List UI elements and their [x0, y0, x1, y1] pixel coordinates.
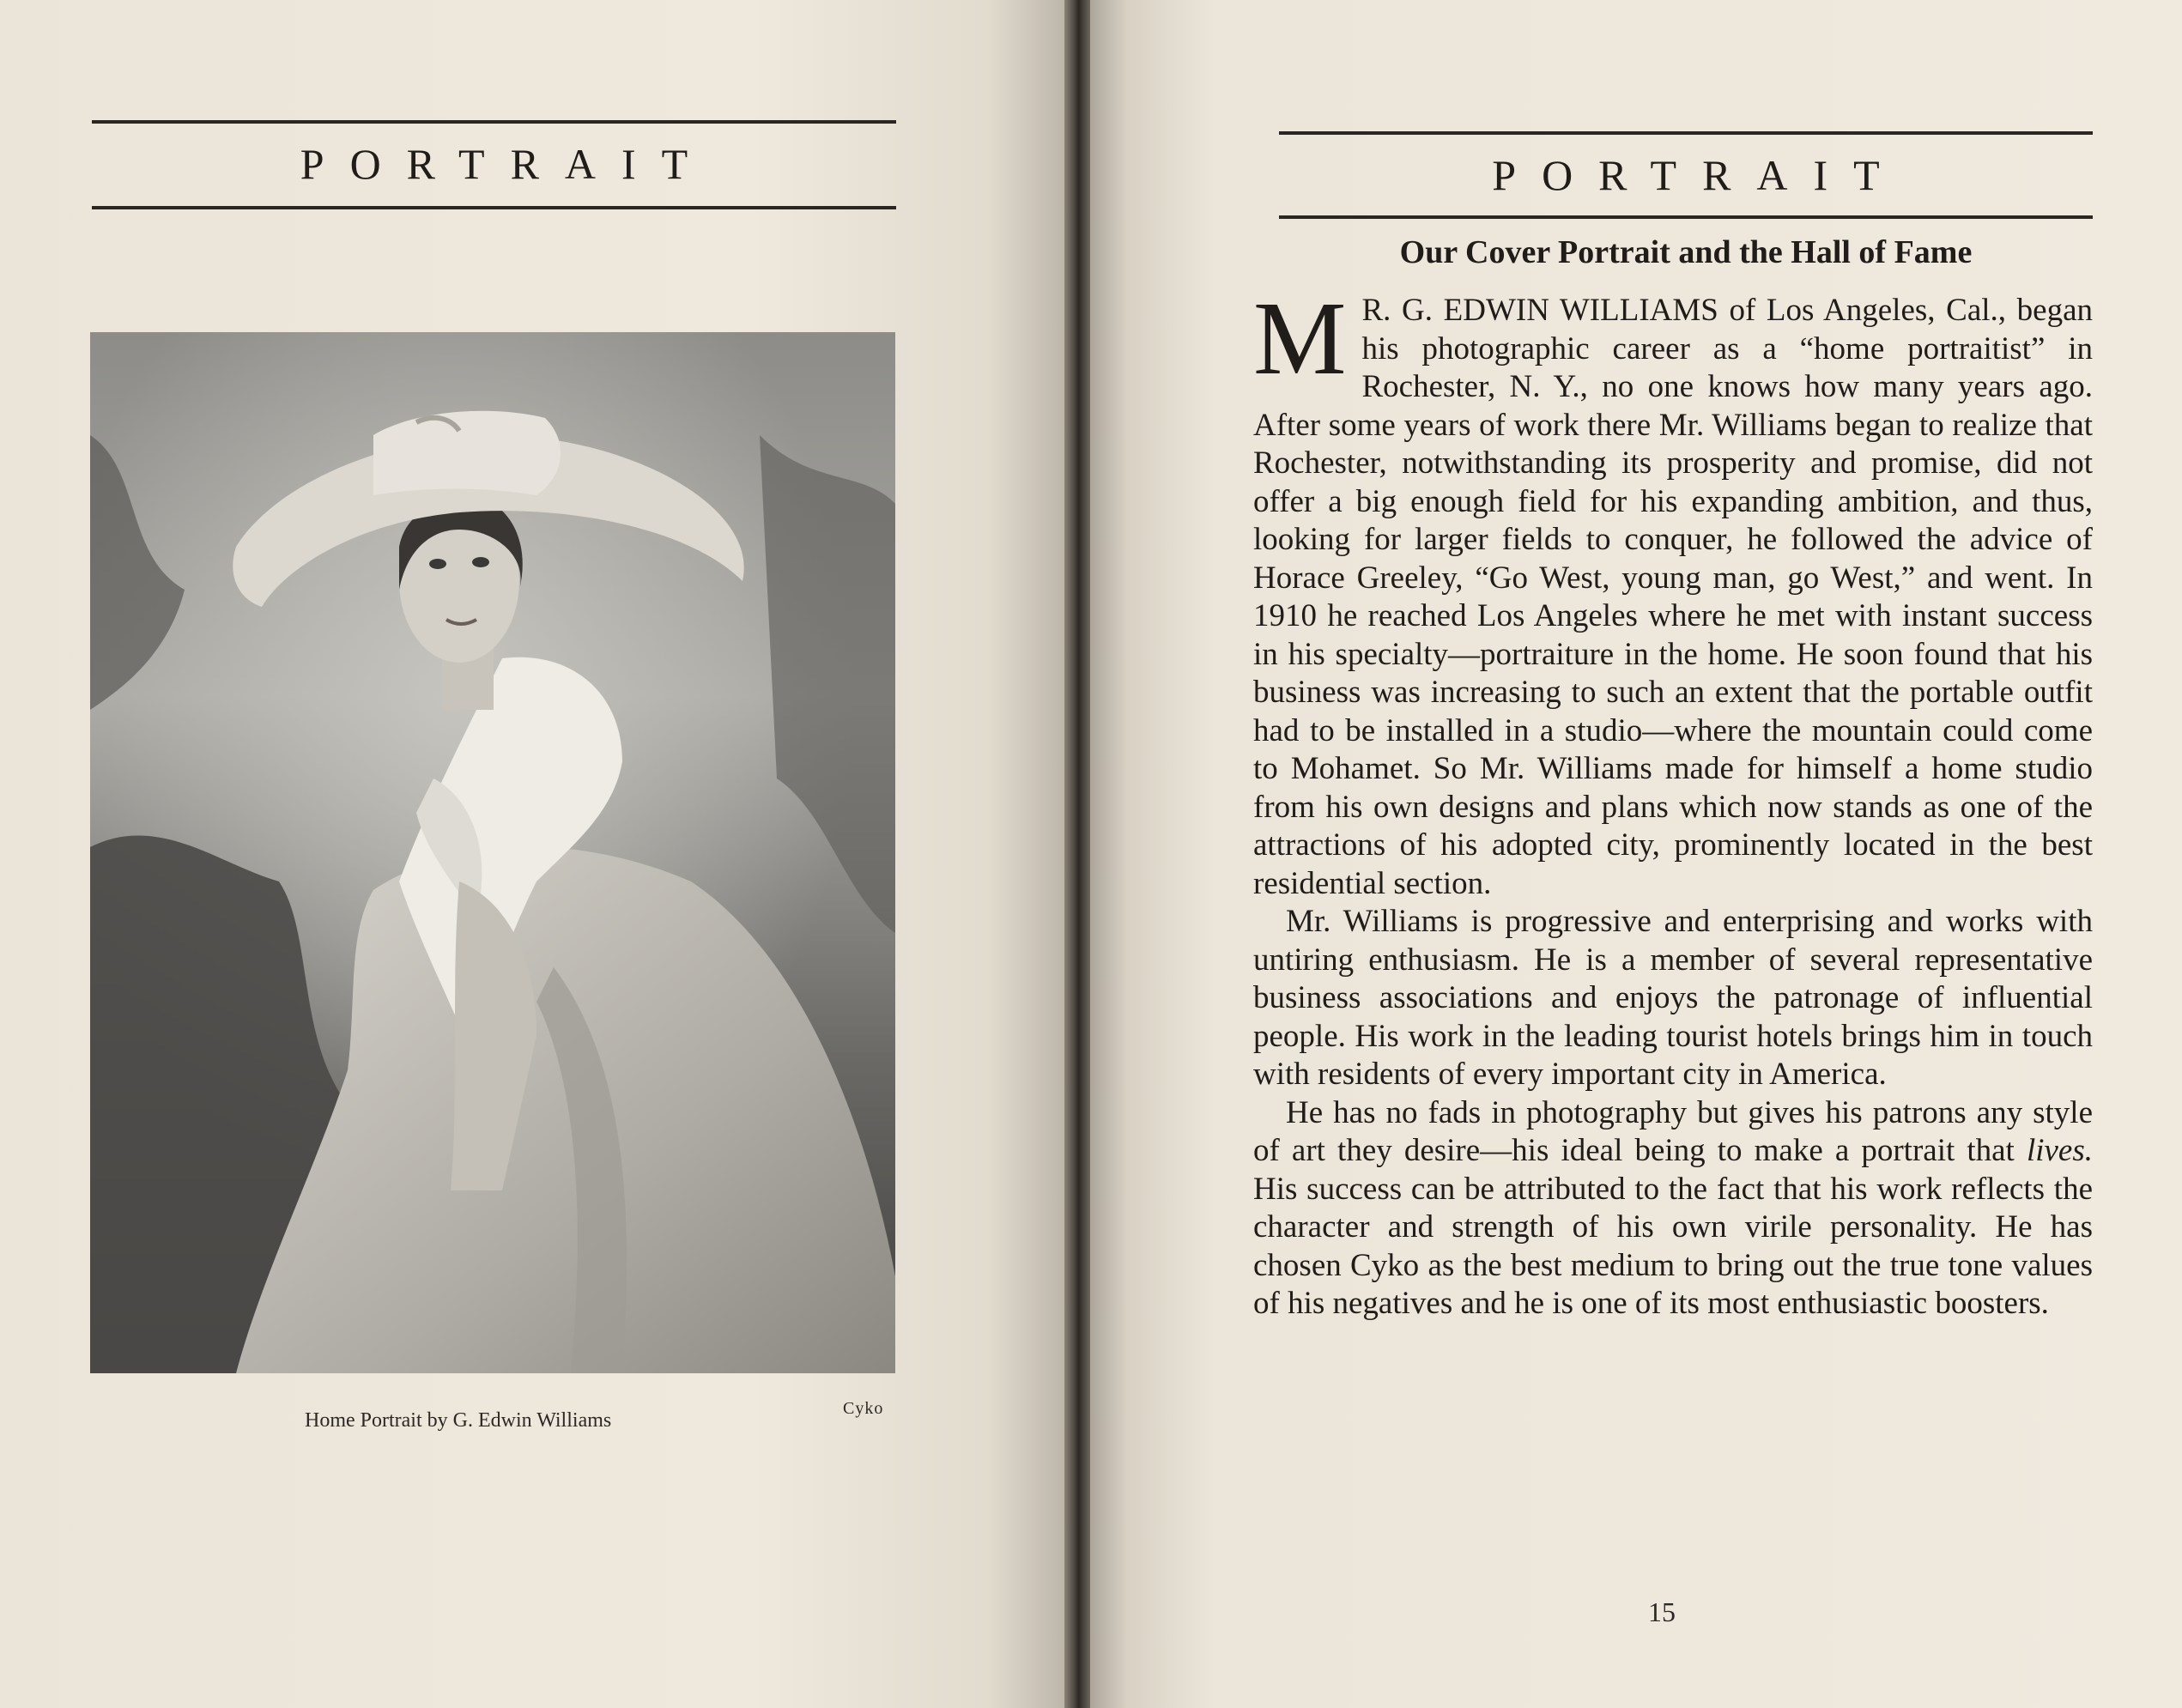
rule-top	[92, 120, 896, 124]
article-heading: Our Cover Portrait and the Hall of Fame	[1399, 234, 1973, 270]
brand-name: Cyko	[1350, 1247, 1420, 1283]
running-head-text: PORTRAIT	[300, 140, 714, 188]
portrait-photo-icon	[90, 332, 895, 1373]
running-head-right	[1279, 131, 2093, 219]
rule-bottom	[92, 206, 896, 209]
paragraph-3-emphasis: lives.	[2026, 1133, 2093, 1168]
book-gutter	[1064, 0, 1090, 1708]
rule-bottom	[1279, 215, 2093, 219]
drop-cap: M	[1253, 281, 1347, 397]
paragraph-1-text: R. G. EDWIN WILLIAMS of Los Angeles, Cal., began his photographic career as a “home portraitist” in Rochester, N. Y., no one knows how many years ago. After some years of work there Mr. Williams began to realize that Rochester, notwithstanding its prosperity and promise, did not offer a big enough field for his expanding ambition, and thus, looking for larger fields to conquer, he followed the advice of Horace Greeley, “Go West, young man, go West,” and went. In 1910 he reached Los Angeles where he met with instant success in his specialty—portraiture in the home. He soon found that his business was increasing to such an extent that the portable outfit had to be installed in a studio—where the mountain could come to Mohamet. So Mr. Williams made for himself a home studio from his own designs and plans which now stands as one of the attractions of his adopted city, prominently located in the best residential section.	[1253, 293, 2093, 901]
left-page	[0, 0, 1073, 1708]
paragraph-1	[1253, 281, 2093, 903]
paragraph-3	[1253, 1094, 2093, 1323]
paragraph-3-text-b: His success can be attributed to the fact that his work reflects the character and strength of his own virile personality. He has chosen	[1253, 1171, 2093, 1283]
page-number: 15	[1648, 1596, 1676, 1627]
photo-caption: Home Portrait by G. Edwin Williams	[305, 1409, 612, 1432]
photo-credit: Cyko	[843, 1399, 884, 1418]
paragraph-2: Mr. Williams is progressive and enterprising and works with untiring enthusiasm. He is a member of several representative business associations and enjoys the patronage of influential people. His work in the leading tourist hotels brings him in touch with residents of every important city in America.	[1253, 904, 2093, 1092]
portrait-photo	[90, 332, 895, 1373]
rule-top	[1279, 131, 2093, 135]
running-head-text: PORTRAIT	[1492, 151, 1906, 199]
article-body	[1253, 281, 2093, 1323]
paragraph-3-text-c: as the best medium to bring out the true tone values of his negatives and he is one of its most enthusiastic boosters.	[1253, 1247, 2093, 1321]
running-head-left	[92, 120, 896, 209]
paragraph-3-text-a: He has no fads in photography but gives his patrons any style of art they desire—his ideal being to make a portrait that	[1253, 1094, 2093, 1168]
